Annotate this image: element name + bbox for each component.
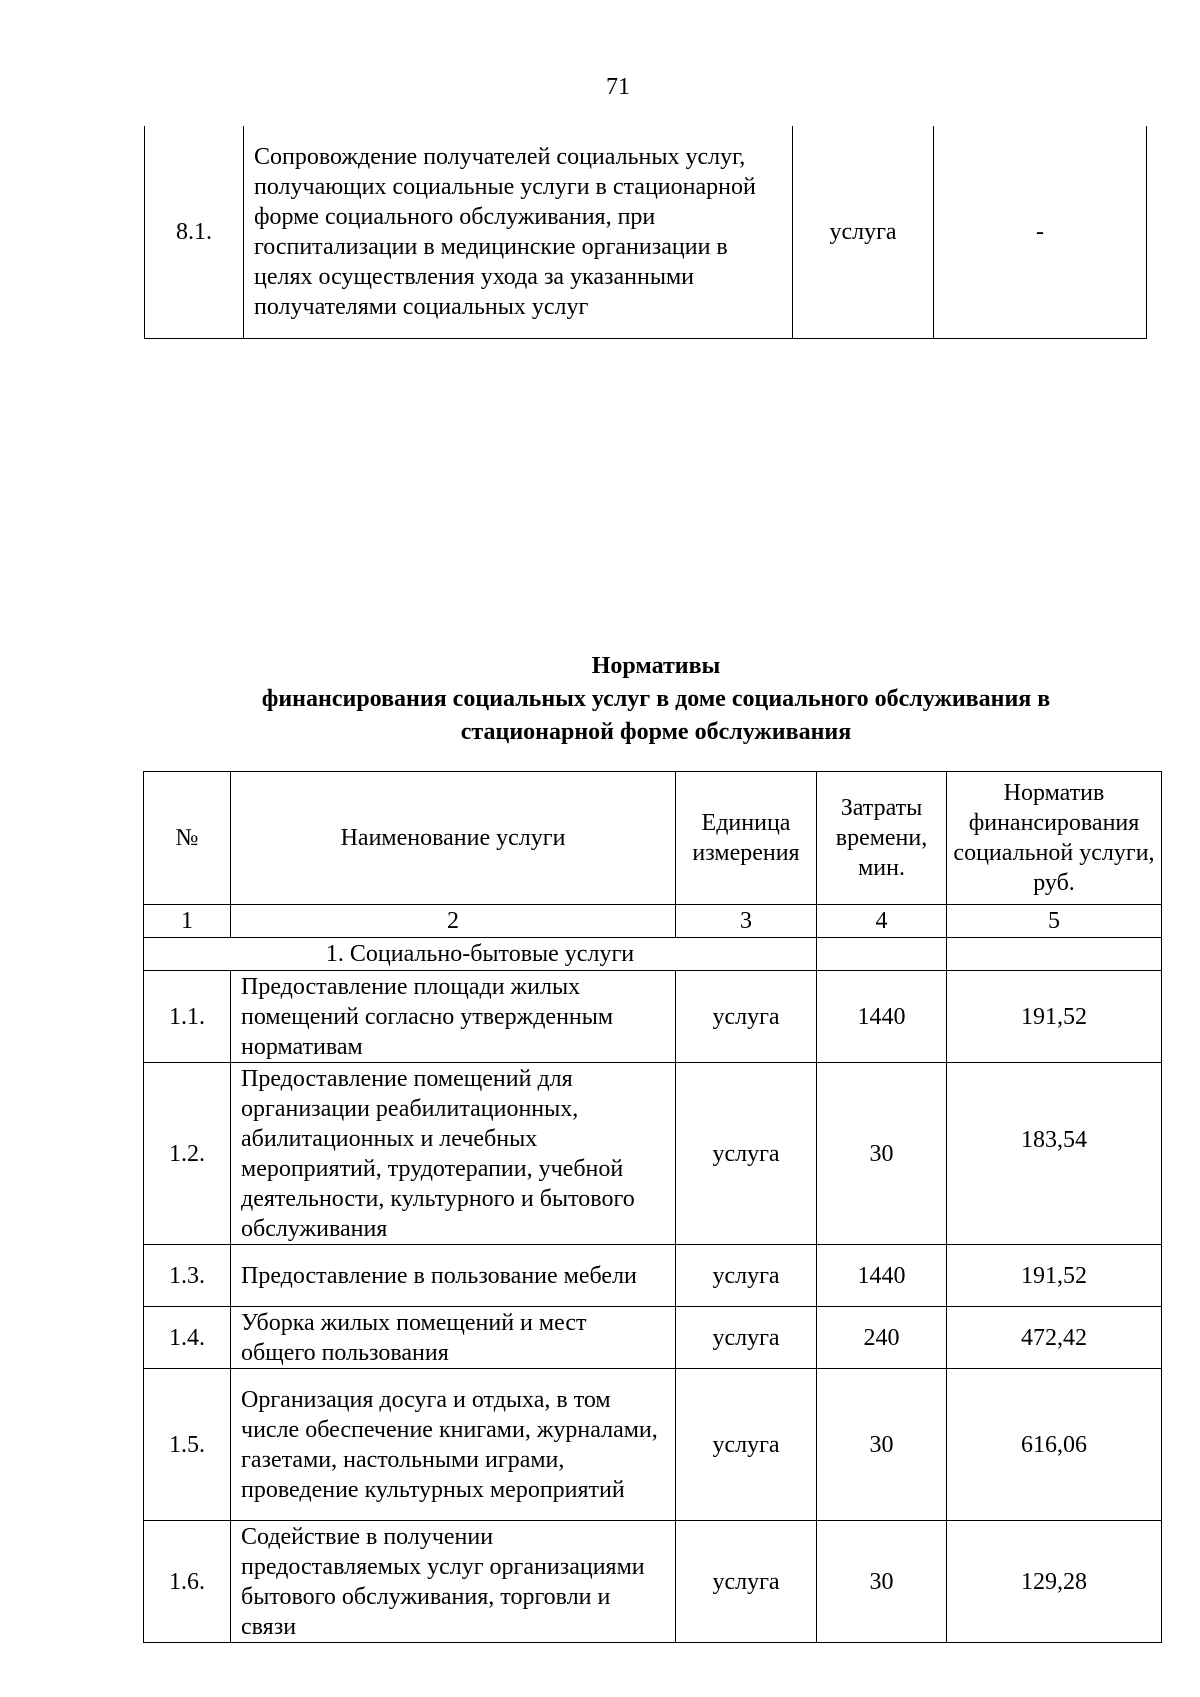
- column-numbers-row: [144, 905, 1162, 938]
- row-number: 1.6.: [144, 1521, 231, 1643]
- norm: 191,52: [947, 971, 1162, 1063]
- table-row: [144, 971, 1162, 1063]
- row-number: 1.4.: [144, 1307, 231, 1369]
- header-row: [144, 772, 1162, 905]
- unit: услуга: [676, 1245, 817, 1307]
- header-num: №: [144, 772, 231, 905]
- norm: 616,06: [947, 1369, 1162, 1521]
- norm: 472,42: [947, 1307, 1162, 1369]
- value: -: [934, 126, 1147, 338]
- table-row: [144, 1063, 1162, 1245]
- empty-cell: [817, 938, 947, 971]
- table-row: [144, 1307, 1162, 1369]
- time: 1440: [817, 1245, 947, 1307]
- service-name: Предоставление помещений для организации реабилитационных, абилитационных и лечебных мероприятий, трудотерапии, учебной деятельности, культурного и бытового обслуживания: [231, 1063, 676, 1245]
- norm: 129,28: [947, 1521, 1162, 1643]
- header-norm: Норматив финансирования социальной услуги, руб.: [947, 772, 1162, 905]
- row-number: 8.1.: [145, 126, 244, 338]
- service-name: Предоставление в пользование мебели: [231, 1245, 676, 1307]
- unit: услуга: [676, 1063, 817, 1245]
- row-number: 1.5.: [144, 1369, 231, 1521]
- unit: услуга: [676, 971, 817, 1063]
- header-time: Затраты времени, мин.: [817, 772, 947, 905]
- col-number: 4: [817, 905, 947, 938]
- row-number: 1.3.: [144, 1245, 231, 1307]
- heading-title: Нормативы: [591, 653, 721, 679]
- service-name: Организация досуга и отдыха, в том числе обеспечение книгами, журналами, газетами, настольными играми, проведение культурных мероприятий: [231, 1369, 676, 1521]
- service-name: Содействие в получении предоставляемых услуг организациями бытового обслуживания, торговли и связи: [231, 1521, 676, 1643]
- service-name: Уборка жилых помещений и мест общего пользования: [231, 1307, 676, 1369]
- header-name: Наименование услуги: [231, 772, 676, 905]
- col-number: 1: [144, 905, 231, 938]
- section-row: [144, 938, 1162, 971]
- table-row: [144, 1521, 1162, 1643]
- unit: услуга: [793, 126, 934, 338]
- service-name: Сопровождение получателей социальных услуг, получающих социальные услуги в стационарной форме социального обслуживания, при госпитализации в медицинские организации в целях осуществления ухода за указанными получателями социальных услуг: [244, 126, 793, 338]
- service-name: Предоставление площади жилых помещений согласно утвержденным нормативам: [231, 971, 676, 1063]
- time: 1440: [817, 971, 947, 1063]
- section-heading: [144, 650, 1168, 749]
- time: 240: [817, 1307, 947, 1369]
- time: 30: [817, 1063, 947, 1245]
- unit: услуга: [676, 1521, 817, 1643]
- section-title: 1. Социально-бытовые услуги: [144, 938, 817, 971]
- header-unit: Единица измерения: [676, 772, 817, 905]
- continued-table: [144, 126, 1147, 339]
- unit: услуга: [676, 1307, 817, 1369]
- heading-subtitle-2: стационарной форме обслуживания: [460, 719, 852, 745]
- unit: услуга: [676, 1369, 817, 1521]
- heading-subtitle-1: финансирования социальных услуг в доме социального обслуживания в: [261, 686, 1051, 712]
- norm: 183,54: [947, 1063, 1162, 1245]
- table-row: [144, 1245, 1162, 1307]
- time: 30: [817, 1521, 947, 1643]
- norms-table: [143, 771, 1162, 1643]
- col-number: 3: [676, 905, 817, 938]
- row-number: 1.2.: [144, 1063, 231, 1245]
- col-number: 5: [947, 905, 1162, 938]
- row-number: 1.1.: [144, 971, 231, 1063]
- col-number: 2: [231, 905, 676, 938]
- time: 30: [817, 1369, 947, 1521]
- norm: 191,52: [947, 1245, 1162, 1307]
- table-row: [145, 126, 1147, 338]
- table-row: [144, 1369, 1162, 1521]
- empty-cell: [947, 938, 1162, 971]
- page-number: 71: [606, 74, 630, 100]
